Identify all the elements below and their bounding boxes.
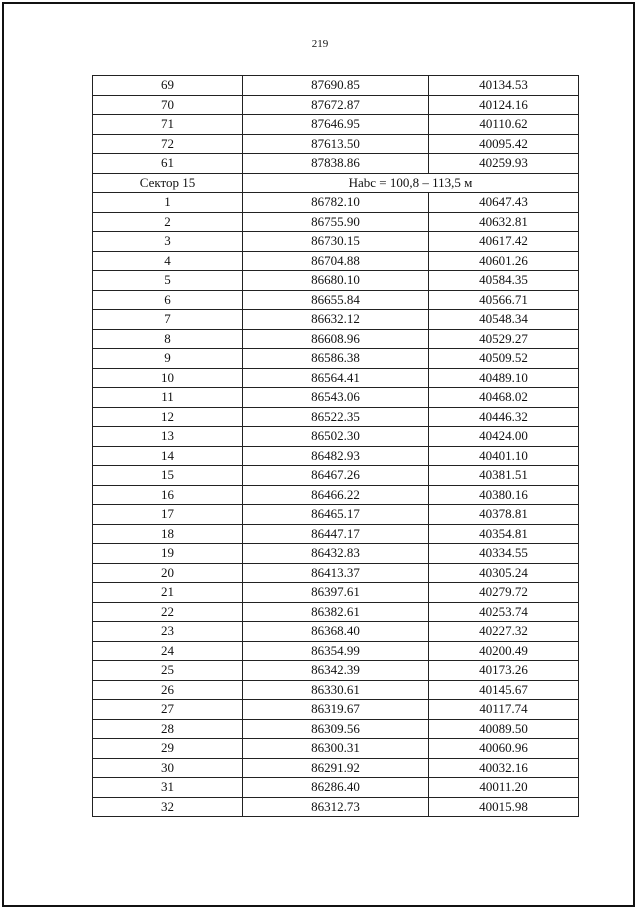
point-number-cell: 23 bbox=[93, 622, 243, 642]
x-coordinate-cell: 86782.10 bbox=[243, 193, 429, 213]
x-coordinate-cell: 86608.96 bbox=[243, 329, 429, 349]
y-coordinate-cell: 40354.81 bbox=[429, 524, 579, 544]
table-row bbox=[93, 739, 579, 759]
coordinates-table-body bbox=[93, 76, 579, 817]
y-coordinate-cell: 40015.98 bbox=[429, 797, 579, 817]
point-number-cell: 72 bbox=[93, 134, 243, 154]
y-coordinate-cell: 40110.62 bbox=[429, 115, 579, 135]
y-coordinate-cell: 40060.96 bbox=[429, 739, 579, 759]
x-coordinate-cell: 86632.12 bbox=[243, 310, 429, 330]
table-row bbox=[93, 466, 579, 486]
x-coordinate-cell: 86680.10 bbox=[243, 271, 429, 291]
table-row bbox=[93, 349, 579, 369]
table-row bbox=[93, 680, 579, 700]
section-label: Сектор 15 bbox=[93, 173, 243, 193]
y-coordinate-cell: 40259.93 bbox=[429, 154, 579, 174]
table-row bbox=[93, 310, 579, 330]
point-number-cell: 20 bbox=[93, 563, 243, 583]
y-coordinate-cell: 40548.34 bbox=[429, 310, 579, 330]
y-coordinate-cell: 40468.02 bbox=[429, 388, 579, 408]
section-header-row bbox=[93, 173, 579, 193]
y-coordinate-cell: 40200.49 bbox=[429, 641, 579, 661]
x-coordinate-cell: 86466.22 bbox=[243, 485, 429, 505]
y-coordinate-cell: 40173.26 bbox=[429, 661, 579, 681]
point-number-cell: 24 bbox=[93, 641, 243, 661]
table-row bbox=[93, 76, 579, 96]
x-coordinate-cell: 86447.17 bbox=[243, 524, 429, 544]
x-coordinate-cell: 86309.56 bbox=[243, 719, 429, 739]
point-number-cell: 31 bbox=[93, 778, 243, 798]
y-coordinate-cell: 40617.42 bbox=[429, 232, 579, 252]
y-coordinate-cell: 40227.32 bbox=[429, 622, 579, 642]
point-number-cell: 70 bbox=[93, 95, 243, 115]
x-coordinate-cell: 86465.17 bbox=[243, 505, 429, 525]
x-coordinate-cell: 86319.67 bbox=[243, 700, 429, 720]
point-number-cell: 15 bbox=[93, 466, 243, 486]
table-row bbox=[93, 115, 579, 135]
table-row bbox=[93, 290, 579, 310]
point-number-cell: 9 bbox=[93, 349, 243, 369]
table-row bbox=[93, 505, 579, 525]
y-coordinate-cell: 40601.26 bbox=[429, 251, 579, 271]
y-coordinate-cell: 40446.32 bbox=[429, 407, 579, 427]
y-coordinate-cell: 40489.10 bbox=[429, 368, 579, 388]
y-coordinate-cell: 40253.74 bbox=[429, 602, 579, 622]
table-row bbox=[93, 271, 579, 291]
point-number-cell: 16 bbox=[93, 485, 243, 505]
x-coordinate-cell: 86300.31 bbox=[243, 739, 429, 759]
table-row bbox=[93, 212, 579, 232]
y-coordinate-cell: 40095.42 bbox=[429, 134, 579, 154]
x-coordinate-cell: 86312.73 bbox=[243, 797, 429, 817]
table-row bbox=[93, 778, 579, 798]
y-coordinate-cell: 40424.00 bbox=[429, 427, 579, 447]
y-coordinate-cell: 40334.55 bbox=[429, 544, 579, 564]
point-number-cell: 25 bbox=[93, 661, 243, 681]
x-coordinate-cell: 86704.88 bbox=[243, 251, 429, 271]
x-coordinate-cell: 87672.87 bbox=[243, 95, 429, 115]
table-row bbox=[93, 446, 579, 466]
table-row bbox=[93, 251, 579, 271]
x-coordinate-cell: 86413.37 bbox=[243, 563, 429, 583]
table-row bbox=[93, 719, 579, 739]
table-row bbox=[93, 583, 579, 603]
point-number-cell: 12 bbox=[93, 407, 243, 427]
table-row bbox=[93, 700, 579, 720]
point-number-cell: 61 bbox=[93, 154, 243, 174]
point-number-cell: 29 bbox=[93, 739, 243, 759]
y-coordinate-cell: 40089.50 bbox=[429, 719, 579, 739]
point-number-cell: 18 bbox=[93, 524, 243, 544]
x-coordinate-cell: 87838.86 bbox=[243, 154, 429, 174]
table-row bbox=[93, 154, 579, 174]
point-number-cell: 32 bbox=[93, 797, 243, 817]
x-coordinate-cell: 86330.61 bbox=[243, 680, 429, 700]
x-coordinate-cell: 86655.84 bbox=[243, 290, 429, 310]
y-coordinate-cell: 40032.16 bbox=[429, 758, 579, 778]
x-coordinate-cell: 86382.61 bbox=[243, 602, 429, 622]
point-number-cell: 6 bbox=[93, 290, 243, 310]
point-number-cell: 1 bbox=[93, 193, 243, 213]
point-number-cell: 28 bbox=[93, 719, 243, 739]
y-coordinate-cell: 40381.51 bbox=[429, 466, 579, 486]
point-number-cell: 14 bbox=[93, 446, 243, 466]
x-coordinate-cell: 86755.90 bbox=[243, 212, 429, 232]
x-coordinate-cell: 87690.85 bbox=[243, 76, 429, 96]
y-coordinate-cell: 40305.24 bbox=[429, 563, 579, 583]
point-number-cell: 3 bbox=[93, 232, 243, 252]
table-row bbox=[93, 641, 579, 661]
point-number-cell: 71 bbox=[93, 115, 243, 135]
x-coordinate-cell: 86543.06 bbox=[243, 388, 429, 408]
point-number-cell: 19 bbox=[93, 544, 243, 564]
table-row bbox=[93, 134, 579, 154]
x-coordinate-cell: 86502.30 bbox=[243, 427, 429, 447]
x-coordinate-cell: 87646.95 bbox=[243, 115, 429, 135]
table-row bbox=[93, 485, 579, 505]
x-coordinate-cell: 86397.61 bbox=[243, 583, 429, 603]
y-coordinate-cell: 40632.81 bbox=[429, 212, 579, 232]
y-coordinate-cell: 40647.43 bbox=[429, 193, 579, 213]
point-number-cell: 69 bbox=[93, 76, 243, 96]
x-coordinate-cell: 86368.40 bbox=[243, 622, 429, 642]
x-coordinate-cell: 86467.26 bbox=[243, 466, 429, 486]
y-coordinate-cell: 40401.10 bbox=[429, 446, 579, 466]
y-coordinate-cell: 40279.72 bbox=[429, 583, 579, 603]
table-row bbox=[93, 407, 579, 427]
point-number-cell: 5 bbox=[93, 271, 243, 291]
x-coordinate-cell: 86586.38 bbox=[243, 349, 429, 369]
y-coordinate-cell: 40117.74 bbox=[429, 700, 579, 720]
x-coordinate-cell: 86564.41 bbox=[243, 368, 429, 388]
table-row bbox=[93, 661, 579, 681]
point-number-cell: 10 bbox=[93, 368, 243, 388]
table-row bbox=[93, 622, 579, 642]
point-number-cell: 22 bbox=[93, 602, 243, 622]
table-row bbox=[93, 427, 579, 447]
point-number-cell: 17 bbox=[93, 505, 243, 525]
table-row bbox=[93, 95, 579, 115]
x-coordinate-cell: 86730.15 bbox=[243, 232, 429, 252]
y-coordinate-cell: 40134.53 bbox=[429, 76, 579, 96]
coordinates-table bbox=[92, 75, 579, 817]
point-number-cell: 4 bbox=[93, 251, 243, 271]
point-number-cell: 30 bbox=[93, 758, 243, 778]
point-number-cell: 27 bbox=[93, 700, 243, 720]
x-coordinate-cell: 86482.93 bbox=[243, 446, 429, 466]
table-row bbox=[93, 388, 579, 408]
point-number-cell: 21 bbox=[93, 583, 243, 603]
table-row bbox=[93, 329, 579, 349]
y-coordinate-cell: 40509.52 bbox=[429, 349, 579, 369]
table-row bbox=[93, 797, 579, 817]
point-number-cell: 13 bbox=[93, 427, 243, 447]
section-height-range: Нabc = 100,8 – 113,5 м bbox=[243, 173, 579, 193]
point-number-cell: 8 bbox=[93, 329, 243, 349]
table-row bbox=[93, 758, 579, 778]
y-coordinate-cell: 40011.20 bbox=[429, 778, 579, 798]
y-coordinate-cell: 40124.16 bbox=[429, 95, 579, 115]
table-row bbox=[93, 544, 579, 564]
x-coordinate-cell: 86354.99 bbox=[243, 641, 429, 661]
y-coordinate-cell: 40529.27 bbox=[429, 329, 579, 349]
point-number-cell: 26 bbox=[93, 680, 243, 700]
point-number-cell: 11 bbox=[93, 388, 243, 408]
point-number-cell: 2 bbox=[93, 212, 243, 232]
y-coordinate-cell: 40566.71 bbox=[429, 290, 579, 310]
point-number-cell: 7 bbox=[93, 310, 243, 330]
y-coordinate-cell: 40380.16 bbox=[429, 485, 579, 505]
table-row bbox=[93, 524, 579, 544]
x-coordinate-cell: 87613.50 bbox=[243, 134, 429, 154]
page-number: 219 bbox=[311, 38, 329, 50]
x-coordinate-cell: 86291.92 bbox=[243, 758, 429, 778]
y-coordinate-cell: 40145.67 bbox=[429, 680, 579, 700]
table-row bbox=[93, 602, 579, 622]
x-coordinate-cell: 86286.40 bbox=[243, 778, 429, 798]
table-row bbox=[93, 368, 579, 388]
y-coordinate-cell: 40378.81 bbox=[429, 505, 579, 525]
y-coordinate-cell: 40584.35 bbox=[429, 271, 579, 291]
x-coordinate-cell: 86342.39 bbox=[243, 661, 429, 681]
x-coordinate-cell: 86522.35 bbox=[243, 407, 429, 427]
table-row bbox=[93, 193, 579, 213]
table-row bbox=[93, 232, 579, 252]
x-coordinate-cell: 86432.83 bbox=[243, 544, 429, 564]
table-row bbox=[93, 563, 579, 583]
